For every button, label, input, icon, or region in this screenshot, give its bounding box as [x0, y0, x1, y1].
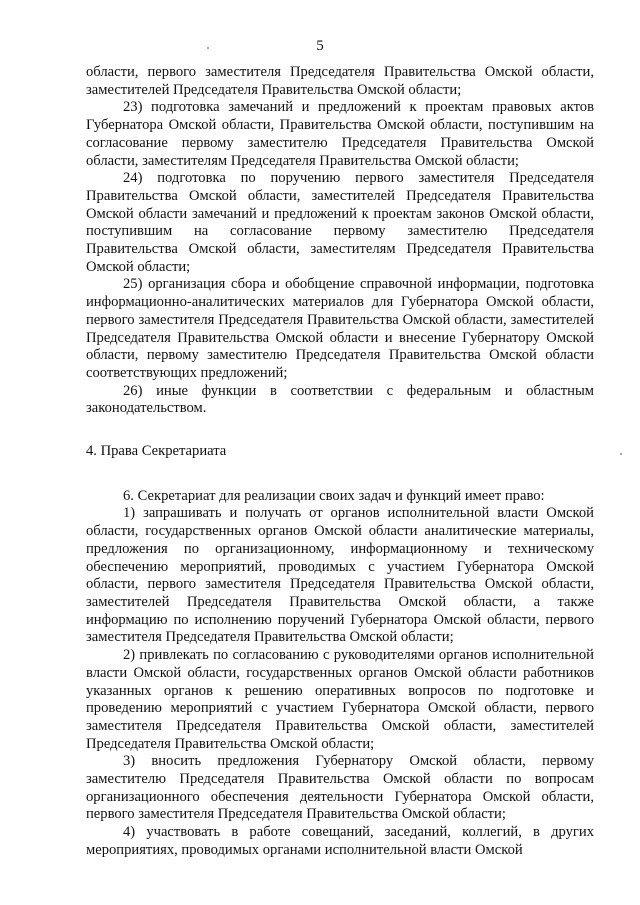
paragraph-right-2: 2) привлекать по согласованию с руководителями органов исполнительной власти Омской области, государственных органов Омской области работников указанных органов к решению оперативных вопросов по подготовке и проведению мероприятий с участием Губернатора Омской области, первого заместителя Председателя Правительства Омской области, заместителей Председателя Правительства Омской области; [86, 647, 594, 752]
paragraph-continuation: области, первого заместителя Председателя Правительства Омской области, заместителей Председателя Правительства Омской области; [86, 64, 594, 98]
paragraph-item-26: 26) иные функции в соответствии с федеральным и областным законодательством. [86, 382, 594, 417]
paragraph-item-23: 23) подготовка замечаний и предложений к проектам правовых актов Губернатора Омской области, Правительства Омской области, поступившим на согласование первому заместителю Председателя Правительства Омской области, заместителям Председателя Правительства Омской области; [86, 99, 594, 169]
paragraph-right-1: 1) запрашивать и получать от органов исполнительной власти Омской области, государственных органов Омской области аналитические материалы, предложения по организационному, информационному и техническому обеспечению мероприятий, проводимых с участием Губернатора Омской области, первого заместителя Председателя Правительства Омской области, заместителей Председателя Правительства Омской области, а также информацию по исполнению поручений Губернатора Омской области, первого заместителя Председателя Правительства Омской области; [86, 505, 594, 646]
paragraph-item-6: 6. Секретариат для реализации своих задач и функций имеет право: [123, 487, 545, 504]
page-number: 5 [316, 38, 324, 54]
scan-speck [207, 47, 209, 49]
paragraph-right-4: 4) участвовать в работе совещаний, заседаний, коллегий, в других мероприятиях, проводимых органами исполнительной власти Омской [86, 824, 594, 858]
paragraph-item-24: 24) подготовка по поручению первого заместителя Председателя Правительства Омской области, заместителей Председателя Правительства Омской области замечаний и предложений к проектам законов Омской области, поступившим на согласование первому заместителю Председателя Правительства Омской области, заместителям Председателя Правительства Омской области; [86, 170, 594, 275]
document-body [86, 64, 594, 860]
paragraph-item-25: 25) организация сбора и обобщение справочной информации, подготовка информационно-аналитических материалов для Губернатора Омской области, первого заместителя Председателя Правительства Омской области, заместителей Председателя Правительства Омской области и внесение Губернатору Омской области, первому заместителю Председателя Правительства Омской области соответствующих предложений; [86, 276, 594, 381]
scan-speck [620, 453, 622, 455]
paragraph-right-3: 3) вносить предложения Губернатору Омской области, первому заместителю Председателя Правительства Омской области по вопросам организационного обеспечения деятельности Губернатора Омской области, первого заместителя Председателя Правительства Омской области; [86, 753, 594, 823]
section-heading: 4. Права Секретариата [86, 443, 227, 460]
